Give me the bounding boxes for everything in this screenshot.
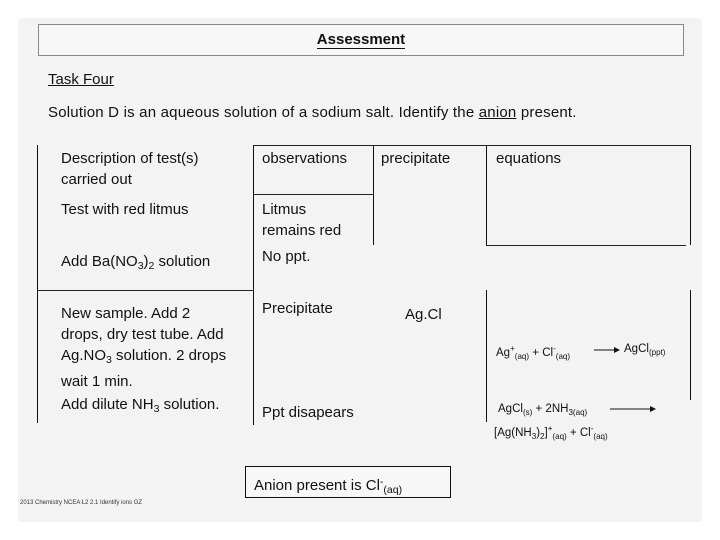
eq1-ag-charge: +	[510, 344, 515, 353]
eq2-arrow-icon	[610, 404, 656, 414]
table-row-line-1	[253, 194, 373, 195]
ammonia-suffix: solution.	[159, 396, 220, 413]
barium-observation: No ppt.	[262, 248, 311, 265]
ammonia-prefix: Add dilute NH	[61, 396, 154, 413]
eq2-cl-charge: -	[590, 424, 594, 433]
barium-prefix: Add Ba(NO	[61, 253, 138, 270]
silver-observation: Precipitate	[262, 300, 333, 317]
eq2-cl-state: (aq)	[593, 432, 608, 441]
silver-line4: wait 1 min.	[61, 373, 133, 390]
eq1-ag: Ag	[496, 347, 511, 359]
silver-precipitate: Ag.Cl	[405, 306, 442, 323]
table-divider-3	[486, 145, 487, 245]
barium-sub2: 2	[148, 260, 155, 272]
conclusion-state: (aq)	[383, 484, 403, 496]
task-heading: Task Four	[48, 71, 114, 88]
eq2-complex-charge: +	[547, 424, 553, 433]
intro-underlined: anion	[478, 104, 517, 121]
silver-line3-sub: 3	[106, 354, 112, 366]
eq1-product-state: (ppt)	[648, 348, 666, 357]
silver-line3-prefix: Ag.NO	[61, 347, 107, 364]
silver-equation-product	[624, 342, 665, 360]
eq1-plus: +	[529, 347, 543, 359]
silver-line2: drops, dry test tube. Add	[61, 326, 224, 343]
eq2-complex-bracket: ]	[544, 427, 548, 439]
eq1-cl: Cl	[542, 347, 554, 359]
header-description: Description of test(s) carried out	[61, 150, 199, 188]
eq1-cl-state: (aq)	[555, 352, 571, 361]
silver-line3-suffix: solution. 2 drops	[111, 347, 227, 364]
silver-line3	[61, 345, 251, 371]
table-header-line	[253, 145, 690, 146]
table-divider-1	[253, 145, 254, 425]
eq1-cl-charge: -	[553, 344, 556, 353]
header-precipitate: precipitate	[381, 150, 451, 167]
table-divider-2	[373, 145, 374, 245]
ammonia-equation-line1	[498, 402, 587, 420]
eq2-complex-open: [Ag(NH	[494, 427, 532, 439]
barium-description	[61, 251, 210, 277]
conclusion-charge: -	[379, 476, 384, 488]
table-border-left	[37, 145, 38, 423]
barium-mid: )	[143, 253, 149, 270]
slide-title: Assessment	[316, 31, 406, 48]
eq2-nh3-sub: 3(aq)	[568, 408, 588, 417]
header-equations: equations	[496, 150, 562, 167]
footer-caption: 2013 Chemistry NCEA L2 2.1 Identify ions GZ	[20, 500, 143, 506]
silver-line1: New sample. Add 2	[61, 305, 191, 322]
litmus-observation: Litmus remains red	[262, 201, 342, 239]
eq2-plus: + 2NH	[532, 403, 569, 415]
eq1-arrow-icon	[594, 345, 620, 355]
header-observations: observations	[262, 150, 348, 167]
table-divider-3b	[486, 290, 487, 422]
intro-after: present.	[516, 104, 577, 121]
eq2-complex-sub2: 2	[540, 432, 545, 441]
eq2-cl: Cl	[579, 427, 591, 439]
barium-suffix: solution	[154, 253, 211, 270]
intro-before: Solution D is an aqueous solution of a sodium salt. Identify the	[48, 104, 479, 121]
eq2-agcl: AgCl	[498, 403, 523, 415]
ammonia-sub: 3	[153, 403, 160, 415]
eq2-complex-sub: 3	[531, 432, 537, 441]
table-row-line-2	[486, 245, 686, 246]
table-row-line-3	[37, 290, 253, 291]
table-border-right-lower	[690, 290, 691, 400]
conclusion-prefix: Anion present is Cl	[254, 477, 380, 494]
eq2-complex-close: )	[536, 427, 541, 439]
eq1-product: AgCl	[624, 343, 649, 355]
ammonia-equation-line2	[494, 422, 608, 444]
conclusion-box	[245, 466, 451, 498]
eq2-plus2: +	[566, 427, 580, 439]
silver-equation-reactants	[496, 342, 570, 364]
silver-description	[61, 303, 251, 392]
barium-sub: 3	[137, 260, 144, 272]
ammonia-observation: Ppt disapears	[262, 404, 354, 421]
eq1-ag-state: (aq)	[514, 352, 530, 361]
eq2-complex-state: (aq)	[552, 432, 567, 441]
ammonia-description	[61, 394, 219, 420]
table-border-right	[690, 145, 691, 245]
eq2-agcl-state: (s)	[522, 408, 533, 417]
litmus-description: Test with red litmus	[61, 201, 189, 218]
